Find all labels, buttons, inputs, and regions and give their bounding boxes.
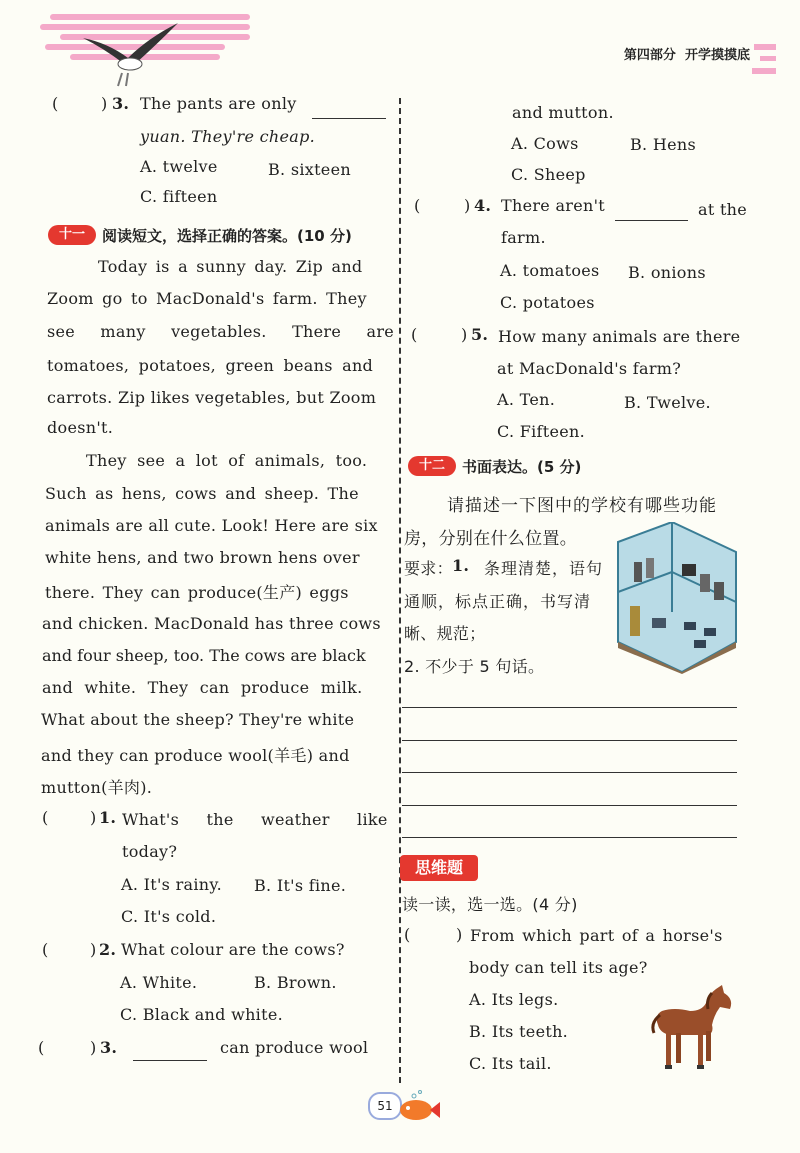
page-number: 51: [368, 1092, 402, 1120]
answer-paren-open: (: [42, 940, 49, 959]
header: [0, 0, 800, 80]
header-bar-icon: [750, 40, 780, 80]
question-text: What colour are the cows?: [121, 940, 345, 959]
passage-line: doesn't.: [47, 418, 114, 437]
horse-illustration: [650, 985, 738, 1070]
option-a[interactable]: A. Ten.: [497, 390, 556, 409]
passage-line: and they can produce wool(羊毛) and: [41, 746, 350, 765]
question-text: body can tell its age?: [469, 958, 648, 977]
requirement-text: 通顺，标点正确，书写清: [404, 592, 592, 611]
answer-paren-open: (: [411, 325, 418, 344]
answer-paren-open: (: [404, 925, 411, 944]
passage-line: Today is a sunny day. Zip and: [98, 257, 363, 276]
passage-line: and white. They can produce milk.: [42, 678, 363, 697]
answer-paren-open: (: [52, 94, 59, 113]
passage-line: mutton(羊肉).: [41, 778, 153, 797]
option-a[interactable]: A. twelve: [140, 157, 218, 176]
option-b[interactable]: B. onions: [628, 263, 706, 282]
question-number: 4.: [474, 196, 492, 215]
answer-blank[interactable]: [615, 198, 688, 221]
answer-paren-open: (: [414, 196, 421, 215]
passage-line: and chicken. MacDonald has three cows: [42, 614, 381, 633]
writing-line[interactable]: [402, 772, 737, 773]
option-c[interactable]: C. fifteen: [140, 187, 218, 206]
requirement-text: 2. 不少于 5 句话。: [404, 657, 545, 676]
question-text: can produce wool: [220, 1038, 369, 1057]
school-building-illustration: [612, 522, 740, 674]
option-a[interactable]: A. Its legs.: [469, 990, 559, 1009]
option-a[interactable]: A. White.: [120, 973, 198, 992]
thinking-instruction: 读一读，选一选。(4 分): [402, 895, 578, 914]
question-text: How many animals are there: [498, 327, 741, 346]
question-text: The pants are only: [140, 94, 297, 113]
section-heading: 书面表达。(5 分): [462, 458, 582, 476]
option-c[interactable]: C. Black and white.: [120, 1005, 283, 1024]
question-number: 1.: [99, 808, 117, 827]
seagull-icon: [78, 18, 188, 88]
fish-icon: [394, 1090, 440, 1122]
option-a[interactable]: A. It's rainy.: [121, 875, 222, 894]
answer-paren-close: ): [90, 808, 97, 827]
option-b[interactable]: B. Brown.: [254, 973, 337, 992]
question-text: yuan. They're cheap.: [140, 127, 316, 146]
question-number: 2.: [99, 940, 117, 959]
answer-paren-close: ): [101, 94, 108, 113]
thinking-question-badge: 思维题: [400, 855, 478, 881]
answer-blank[interactable]: [312, 96, 386, 119]
section-badge: 十一: [48, 225, 96, 245]
question-text: at the: [698, 200, 748, 219]
option-c[interactable]: C. Fifteen.: [497, 422, 586, 441]
answer-paren-close: ): [90, 940, 97, 959]
question-text: and mutton.: [512, 103, 614, 122]
passage-line: white hens, and two brown hens over: [45, 548, 360, 567]
requirement-label: 要求：: [404, 559, 453, 578]
question-text: today?: [122, 842, 178, 861]
requirement-text: 晰、规范；: [404, 624, 486, 643]
answer-paren-open: (: [38, 1038, 45, 1057]
answer-blank[interactable]: [133, 1040, 207, 1061]
passage-line: They see a lot of animals, too.: [86, 451, 368, 470]
writing-line[interactable]: [402, 805, 737, 806]
requirement-number: 1.: [452, 556, 470, 575]
passage-line: carrots. Zip likes vegetables, but Zoom: [47, 388, 377, 407]
option-b[interactable]: B. sixteen: [268, 160, 351, 179]
option-b[interactable]: B. Twelve.: [624, 393, 711, 412]
option-b[interactable]: B. Hens: [630, 135, 696, 154]
answer-paren-close: ): [464, 196, 471, 215]
question-text: farm.: [501, 228, 546, 247]
option-c[interactable]: C. potatoes: [500, 293, 595, 312]
passage-line: there. They can produce(生产) eggs: [45, 583, 349, 602]
option-b[interactable]: B. Its teeth.: [469, 1022, 569, 1041]
option-c[interactable]: C. It's cold.: [121, 907, 217, 926]
option-c[interactable]: C. Sheep: [511, 165, 586, 184]
option-a[interactable]: A. tomatoes: [500, 261, 600, 280]
passage-line: see many vegetables. There are: [47, 322, 395, 341]
writing-line[interactable]: [402, 707, 737, 708]
answer-paren-close: ): [456, 925, 463, 944]
answer-paren-close: ): [461, 325, 468, 344]
answer-paren-open: (: [42, 808, 49, 827]
answer-paren-close: ): [90, 1038, 97, 1057]
option-b[interactable]: B. It's fine.: [254, 876, 347, 895]
section-heading: 阅读短文，选择正确的答案。(10 分): [102, 227, 352, 245]
writing-prompt: 请描述一下图中的学校有哪些功能: [447, 496, 717, 516]
column-divider: [399, 98, 401, 1083]
passage-line: Zoom go to MacDonald's farm. They: [47, 289, 367, 308]
passage-line: What about the sheep? They're white: [41, 710, 355, 729]
question-number: 5.: [471, 325, 489, 344]
header-section-title: 第四部分 开学摸摸底: [623, 48, 750, 63]
writing-line[interactable]: [402, 837, 737, 838]
question-text: From which part of a horse's: [470, 926, 723, 945]
question-text: There aren't: [501, 196, 606, 215]
option-c[interactable]: C. Its tail.: [469, 1054, 552, 1073]
requirement-text: 条理清楚，语句: [484, 559, 604, 578]
passage-line: tomatoes, potatoes, green beans and: [47, 356, 374, 375]
question-text: What's the weather like: [122, 810, 388, 829]
question-number: 3.: [100, 1038, 118, 1057]
passage-line: and four sheep, too. The cows are black: [42, 646, 366, 665]
question-text: at MacDonald's farm?: [497, 359, 682, 378]
section-badge: 十二: [408, 456, 456, 476]
passage-line: Such as hens, cows and sheep. The: [45, 484, 359, 503]
question-number: 3.: [112, 94, 130, 113]
writing-prompt: 房，分别在什么位置。: [404, 529, 577, 549]
option-a[interactable]: A. Cows: [511, 134, 579, 153]
writing-line[interactable]: [402, 740, 737, 741]
passage-line: animals are all cute. Look! Here are six: [45, 516, 378, 535]
